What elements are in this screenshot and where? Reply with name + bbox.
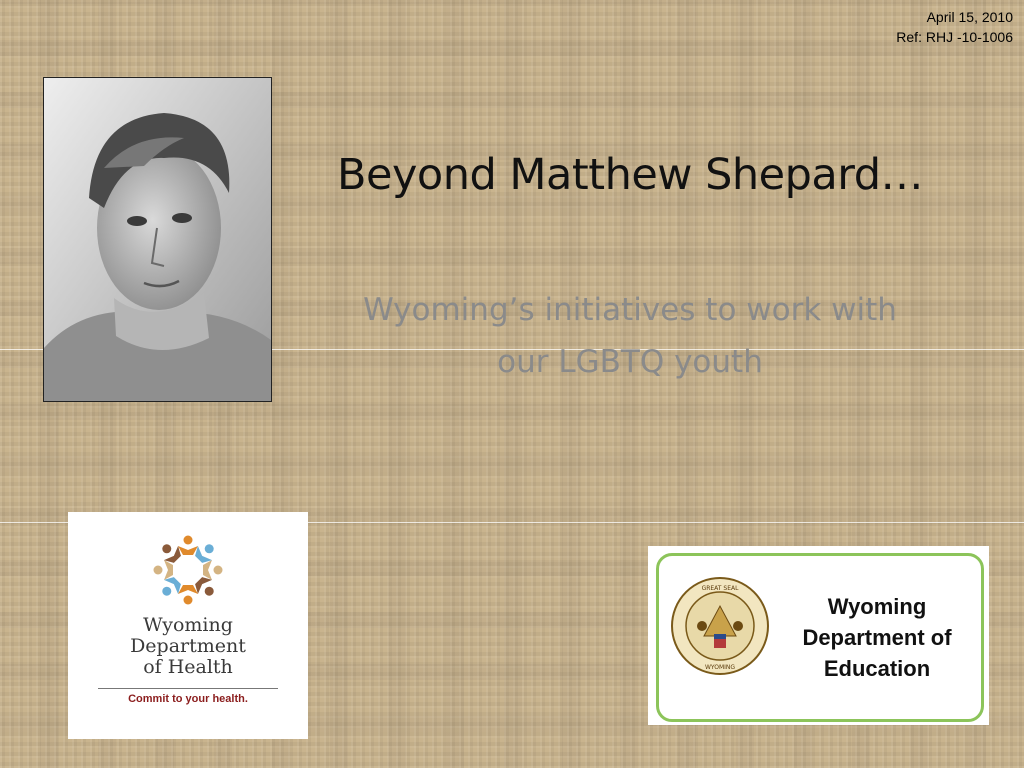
health-logo-line-1: Wyoming	[143, 614, 233, 636]
svg-text:GREAT SEAL: GREAT SEAL	[701, 585, 739, 592]
state-seal-icon	[670, 576, 770, 676]
slide-reference: Ref: RHJ -10-1006	[896, 29, 1013, 45]
slide-title: Beyond Matthew Shepard…	[336, 150, 923, 200]
health-logo-divider	[98, 688, 278, 689]
portrait-photo	[43, 77, 272, 402]
education-logo-text	[779, 591, 975, 684]
education-logo-line-3: Education	[823, 656, 931, 681]
education-logo-line-1: Wyoming	[827, 594, 927, 619]
svg-text:WYOMING: WYOMING	[704, 664, 736, 671]
slide-header-meta	[896, 7, 1013, 47]
health-figures-icon	[68, 512, 308, 612]
slide-date: April 15, 2010	[926, 9, 1013, 25]
education-logo-line-2: Department of	[802, 625, 952, 650]
wyoming-department-of-education-logo	[648, 546, 989, 725]
health-logo-line-2: Department	[130, 635, 246, 657]
slide-subtitle	[290, 284, 970, 388]
subtitle-line-2: our LGBTQ youth	[497, 344, 763, 380]
wyoming-department-of-health-logo	[68, 512, 308, 739]
education-logo-frame	[656, 553, 984, 722]
health-logo-line-3: of Health	[143, 656, 233, 678]
subtitle-line-1: Wyoming’s initiatives to work with	[363, 292, 897, 328]
health-logo-tagline: Commit to your health.	[128, 693, 248, 705]
